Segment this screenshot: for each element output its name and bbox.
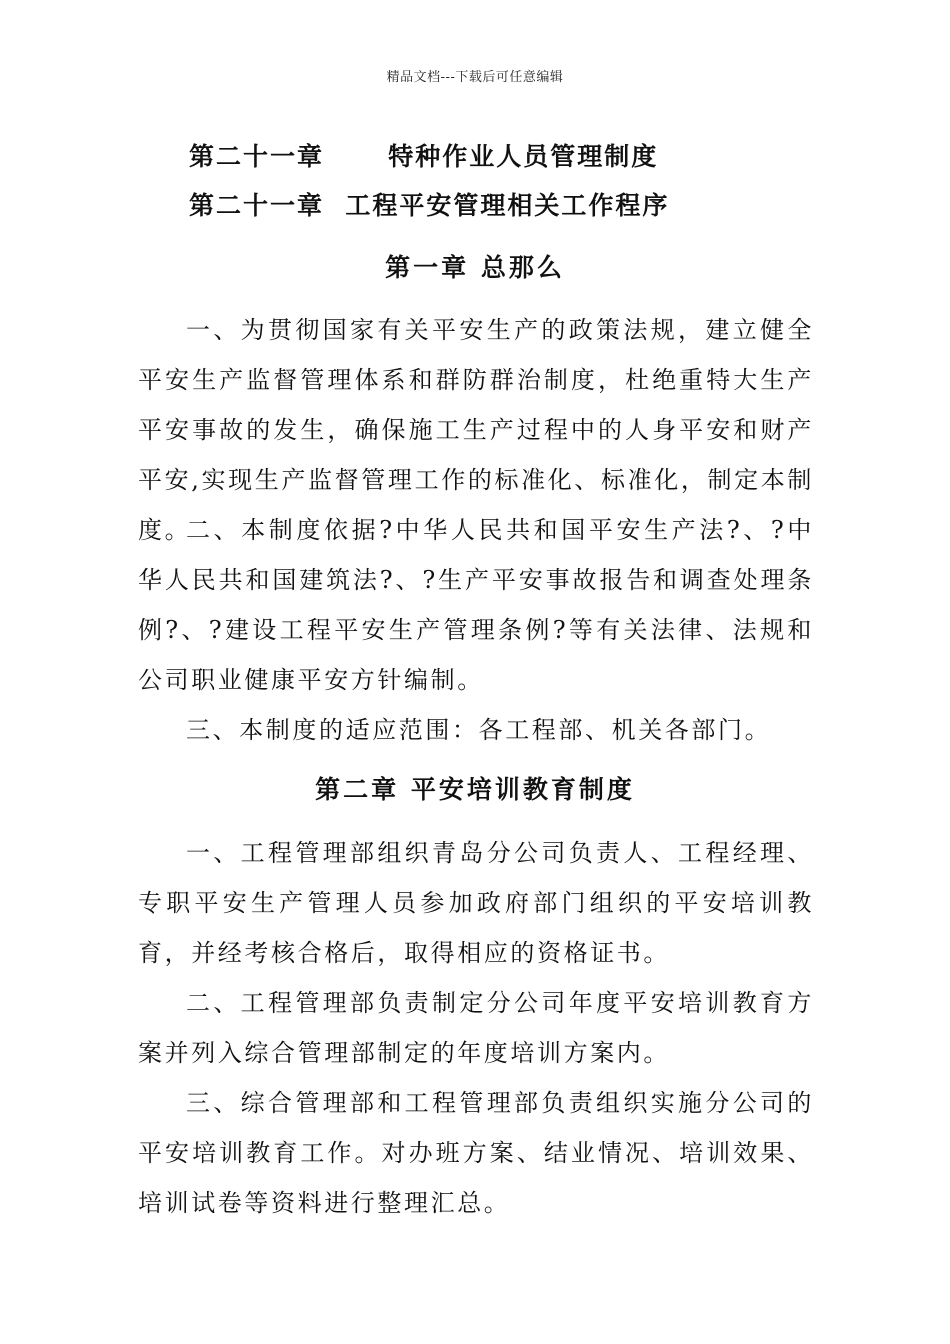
chapter-2-title: 第二章 平安培训教育制度 [315,775,635,804]
toc-line-chapter-21-special-operations: 第二十一章 特种作业人员管理制度 [189,142,659,171]
chapter-1-paragraph-2: 二、本制度依据?中华人民共和国平安生产法?、?中华人民共和国建筑法?、?生产平安事故报告和调查处理条例?、?建设工程平安生产管理条例?等有关法律、法规和公司职业健康平安方针编制。 [138,516,814,694]
chapter-2-paragraph-2: 二、工程管理部负责制定分公司年度平安培训教育方案并列入综合管理部制定的年度培训方案内。 [138,989,814,1067]
chapter-1-paragraph-1: 一、为贯彻国家有关平安生产的政策法规，建立健全平安生产监督管理体系和群防群治制度，杜绝重特大生产平安事故的发生，确保施工生产过程中的人身平安和财产平安,实现生产监督管理工作的标准化、标准化，制定本制度。 [138,316,814,544]
chapter-2-paragraph-3: 三、综合管理部和工程管理部负责组织实施分公司的平安培训教育工作。对办班方案、结业情况、培训效果、培训试卷等资料进行整理汇总。 [138,1089,814,1217]
toc-line-chapter-21-work-procedures: 第二十一章 工程平安管理相关工作程序 [189,191,670,220]
chapter-1-title: 第一章 总那么 [385,253,565,282]
chapter-2-paragraph-1: 一、工程管理部组织青岛分公司负责人、工程经理、专职平安生产管理人员参加政府部门组织的平安培训教育，并经考核合格后，取得相应的资格证书。 [138,839,814,967]
page-header: 精品文档---下载后可任意编辑 [386,70,564,85]
chapter-1-paragraph-3: 三、本制度的适应范围：各工程部、机关各部门。 [186,716,772,744]
